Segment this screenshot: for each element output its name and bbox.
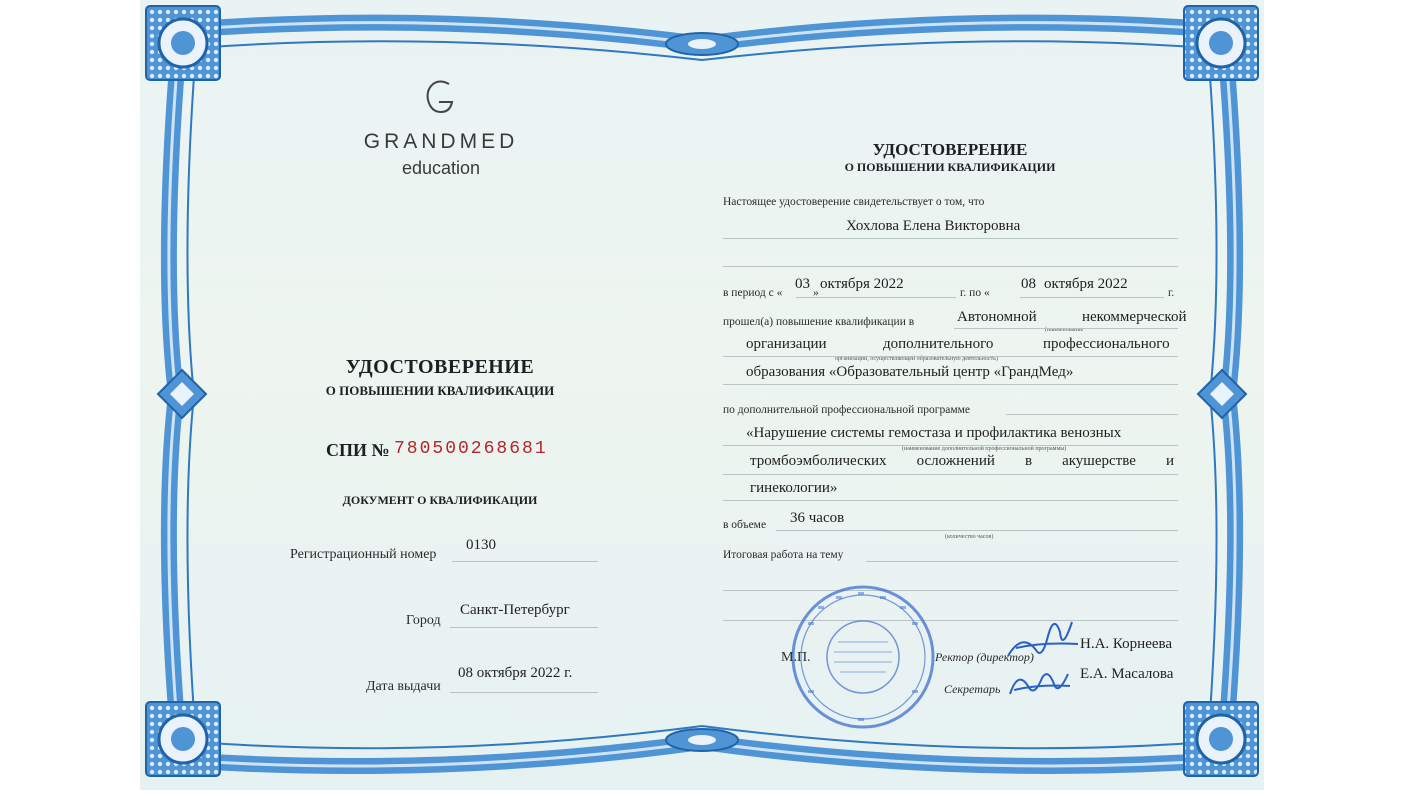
corner-ornament-bl: [146, 702, 220, 776]
org-line3-underline: [723, 384, 1178, 385]
issue-date-label: Дата выдачи: [366, 679, 441, 694]
program-line2: [750, 453, 1174, 470]
volume-underline: [776, 530, 1178, 531]
rector-label: Ректор (директор): [935, 650, 1034, 664]
org-line2-b: дополнительного: [883, 336, 994, 352]
org-line1-a: Автономной: [957, 309, 1037, 325]
rector-name: Н.А. Корнеева: [1080, 636, 1173, 652]
thesis-label: Итоговая работа на тему: [723, 549, 844, 561]
spi-label: СПИ №: [326, 440, 390, 460]
reg-number-label: Регистрационный номер: [290, 547, 437, 562]
reg-number-value: 0130: [466, 537, 496, 553]
org-line2-a: организации: [746, 336, 827, 352]
period-day-to: 08: [1021, 276, 1036, 292]
secretary-name: Е.А. Масалова: [1080, 666, 1174, 682]
issue-date-underline: [450, 692, 598, 693]
reg-number-underline: [452, 561, 598, 562]
org-hint-2: организации, осуществляющей образовательную деятельность): [835, 356, 999, 362]
program-line1: «Нарушение системы гемостаза и профилактика венозных: [746, 425, 1122, 441]
quote-close-from: »: [813, 287, 819, 299]
center-ornament-bottom: [666, 729, 738, 751]
program-line2-underline: [723, 474, 1178, 475]
program-label: по дополнительной профессиональной программе: [723, 404, 970, 416]
org-hint-1: (наименование: [1045, 327, 1084, 333]
passed-label: прошел(а) повышение квалификации в: [723, 316, 915, 328]
org-line1-b: некоммерческой: [1082, 309, 1187, 325]
org-line3: образования «Образовательный центр «ГрандМед»: [746, 364, 1074, 380]
right-subtitle: О ПОВЫШЕНИИ КВАЛИФИКАЦИИ: [844, 160, 1056, 174]
period-month-from: октября 2022: [820, 276, 904, 292]
program-line3-underline: [723, 500, 1178, 501]
program-line2-word: в: [1024, 453, 1033, 469]
corner-ornament-br: [1184, 702, 1258, 776]
thesis-underline-1: [866, 561, 1178, 562]
org-line2-c: профессионального: [1043, 336, 1170, 352]
blank-underline: [723, 266, 1178, 267]
period-end: г.: [1168, 287, 1175, 299]
intro-text: Настоящее удостоверение свидетельствует о том, что: [723, 196, 985, 208]
city-label: Город: [406, 613, 441, 628]
program-line2-word: осложнений: [916, 453, 995, 469]
city-value: Санкт-Петербург: [460, 602, 570, 618]
secretary-label: Секретарь: [944, 682, 1001, 696]
volume-value: 36 часов: [790, 510, 845, 526]
city-underline: [450, 627, 598, 628]
grandmed-logo-icon: [423, 78, 457, 118]
center-ornament-top: [666, 33, 738, 55]
brand-subtitle: education: [401, 158, 481, 178]
side-ornament-left: [158, 370, 206, 418]
spi-number: 780500268681: [394, 439, 548, 459]
org-line2-underline: [723, 356, 1178, 357]
name-underline: [723, 238, 1178, 239]
right-title: УДОСТОВЕРЕНИЕ: [872, 140, 1028, 159]
brand-name: GRANDMED: [363, 130, 519, 153]
document-type: ДОКУМЕНТ О КВАЛИФИКАЦИИ: [342, 493, 538, 507]
program-hint: (наименование дополнительной профессиональной программы): [902, 446, 1067, 452]
certificate-document: [140, 0, 1264, 790]
recipient-name: Хохлова Елена Викторовна: [846, 218, 1021, 234]
issue-date-value: 08 октября 2022 г.: [458, 665, 573, 681]
left-title: УДОСТОВЕРЕНИЕ: [345, 356, 535, 378]
left-subtitle: О ПОВЫШЕНИИ КВАЛИФИКАЦИИ: [325, 383, 555, 398]
period-month-to: октября 2022: [1044, 276, 1128, 292]
side-ornament-right: [1198, 370, 1246, 418]
rector-signature: [1002, 612, 1082, 668]
program-label-underline: [1006, 414, 1178, 415]
program-line1-underline: [723, 445, 1178, 446]
volume-hint: (количество часов): [945, 534, 994, 540]
seal-place-label: М.П.: [781, 650, 811, 665]
program-line2-word: акушерстве: [1062, 453, 1136, 469]
period-prefix: в период с «: [723, 287, 783, 299]
volume-label: в объеме: [723, 519, 767, 531]
corner-ornament-tl: [146, 6, 220, 80]
period-mid: г. по «: [960, 287, 990, 299]
secretary-signature: [1004, 664, 1074, 704]
program-line3: гинекологии»: [750, 480, 838, 496]
org-line1-underline: [954, 328, 1178, 329]
corner-ornament-tr: [1184, 6, 1258, 80]
period-to-underline: [1020, 297, 1164, 298]
period-day-from: 03: [795, 276, 810, 292]
period-from-underline: [796, 297, 956, 298]
program-line2-word: и: [1165, 453, 1174, 469]
program-line2-word: тромбоэмболических: [750, 453, 887, 469]
